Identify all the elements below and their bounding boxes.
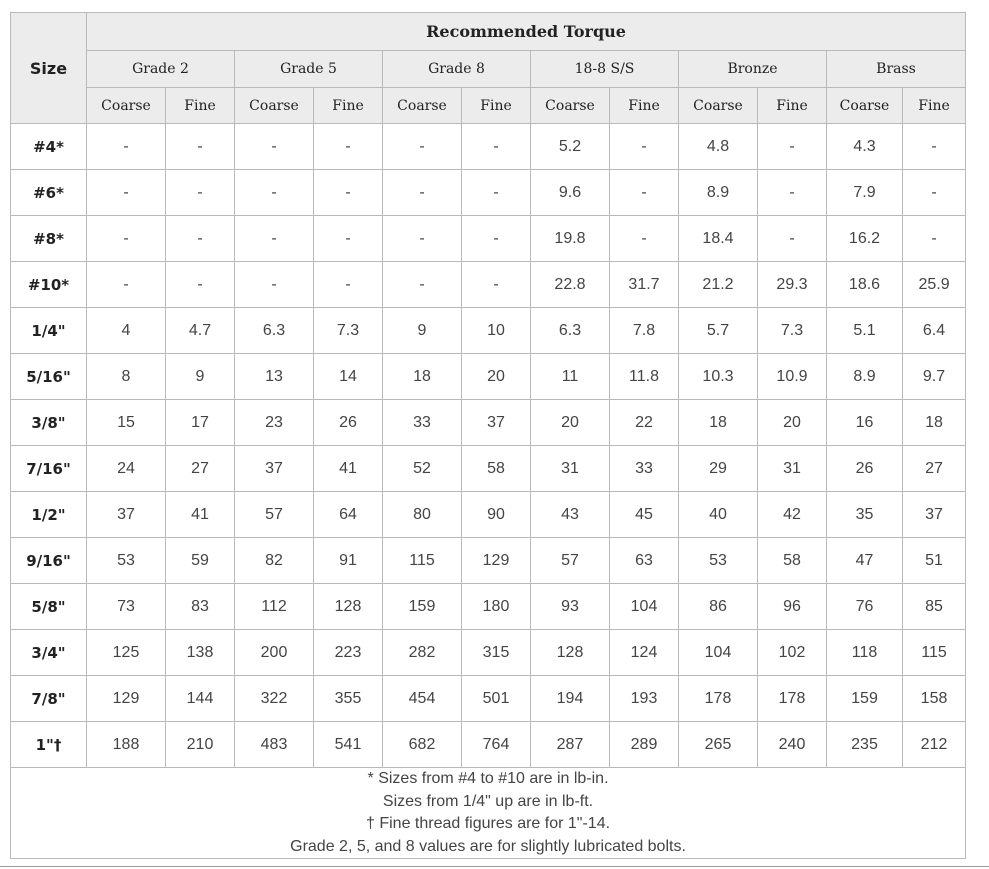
torque-value-cell: 27 xyxy=(166,446,235,492)
table-row xyxy=(11,538,966,584)
torque-value-cell: - xyxy=(166,124,235,170)
torque-value-cell: 11.8 xyxy=(610,354,679,400)
torque-value-cell: 200 xyxy=(235,630,314,676)
recommended-torque-header: Recommended Torque xyxy=(87,13,966,51)
thread-header: Fine xyxy=(610,88,679,124)
footnote-line: * Sizes from #4 to #10 are in lb-in. xyxy=(367,770,609,787)
torque-value-cell: 21.2 xyxy=(679,262,758,308)
torque-value-cell: 10 xyxy=(462,308,531,354)
size-cell: 1/4" xyxy=(11,308,87,354)
torque-value-cell: 178 xyxy=(679,676,758,722)
size-cell: #6* xyxy=(11,170,87,216)
torque-value-cell: 24 xyxy=(87,446,166,492)
torque-value-cell: 35 xyxy=(827,492,903,538)
table-body xyxy=(11,124,966,768)
torque-value-cell: 10.9 xyxy=(758,354,827,400)
torque-value-cell: 282 xyxy=(383,630,462,676)
torque-value-cell: 45 xyxy=(610,492,679,538)
torque-value-cell: 210 xyxy=(166,722,235,768)
torque-value-cell: 287 xyxy=(531,722,610,768)
torque-value-cell: - xyxy=(610,124,679,170)
torque-value-cell: 193 xyxy=(610,676,679,722)
torque-value-cell: 31 xyxy=(758,446,827,492)
torque-value-cell: - xyxy=(383,262,462,308)
torque-value-cell: 37 xyxy=(87,492,166,538)
torque-value-cell: 5.7 xyxy=(679,308,758,354)
torque-value-cell: 91 xyxy=(314,538,383,584)
torque-value-cell: 4.3 xyxy=(827,124,903,170)
size-cell: 7/8" xyxy=(11,676,87,722)
torque-value-cell: - xyxy=(235,262,314,308)
torque-value-cell: 235 xyxy=(827,722,903,768)
torque-value-cell: 41 xyxy=(314,446,383,492)
torque-value-cell: - xyxy=(462,170,531,216)
torque-value-cell: 93 xyxy=(531,584,610,630)
torque-value-cell: 541 xyxy=(314,722,383,768)
torque-value-cell: 483 xyxy=(235,722,314,768)
torque-value-cell: 52 xyxy=(383,446,462,492)
torque-value-cell: 63 xyxy=(610,538,679,584)
torque-value-cell: 7.3 xyxy=(758,308,827,354)
torque-value-cell: - xyxy=(610,216,679,262)
grade-header: Bronze xyxy=(679,51,827,88)
torque-value-cell: 6.4 xyxy=(903,308,966,354)
torque-value-cell: 9.7 xyxy=(903,354,966,400)
torque-value-cell: 17 xyxy=(166,400,235,446)
torque-value-cell: 180 xyxy=(462,584,531,630)
size-cell: 5/8" xyxy=(11,584,87,630)
torque-value-cell: 58 xyxy=(758,538,827,584)
torque-value-cell: 73 xyxy=(87,584,166,630)
table-row xyxy=(11,446,966,492)
torque-value-cell: 144 xyxy=(166,676,235,722)
torque-value-cell: 16.2 xyxy=(827,216,903,262)
torque-value-cell: - xyxy=(758,216,827,262)
torque-value-cell: 9.6 xyxy=(531,170,610,216)
torque-value-cell: 16 xyxy=(827,400,903,446)
torque-table xyxy=(10,12,966,859)
torque-value-cell: 37 xyxy=(235,446,314,492)
torque-value-cell: 20 xyxy=(462,354,531,400)
torque-value-cell: 289 xyxy=(610,722,679,768)
grade-header: 18-8 S/S xyxy=(531,51,679,88)
torque-value-cell: 124 xyxy=(610,630,679,676)
torque-value-cell: 118 xyxy=(827,630,903,676)
grade-header: Brass xyxy=(827,51,966,88)
torque-value-cell: - xyxy=(383,124,462,170)
size-cell: 1"† xyxy=(11,722,87,768)
torque-value-cell: 240 xyxy=(758,722,827,768)
torque-value-cell: 178 xyxy=(758,676,827,722)
torque-value-cell: 18 xyxy=(679,400,758,446)
torque-value-cell: 22.8 xyxy=(531,262,610,308)
thread-header: Coarse xyxy=(235,88,314,124)
torque-value-cell: 18.6 xyxy=(827,262,903,308)
torque-value-cell: 57 xyxy=(531,538,610,584)
torque-value-cell: 128 xyxy=(314,584,383,630)
torque-value-cell: 4.8 xyxy=(679,124,758,170)
size-cell: 3/8" xyxy=(11,400,87,446)
grade-header: Grade 8 xyxy=(383,51,531,88)
table-row xyxy=(11,354,966,400)
thread-header: Fine xyxy=(903,88,966,124)
torque-value-cell: - xyxy=(383,170,462,216)
torque-value-cell: - xyxy=(462,124,531,170)
torque-value-cell: 37 xyxy=(903,492,966,538)
torque-value-cell: 115 xyxy=(383,538,462,584)
torque-value-cell: 129 xyxy=(462,538,531,584)
table-row xyxy=(11,170,966,216)
thread-header-row xyxy=(11,88,966,124)
torque-value-cell: 355 xyxy=(314,676,383,722)
torque-value-cell: 764 xyxy=(462,722,531,768)
torque-value-cell: 31.7 xyxy=(610,262,679,308)
thread-header: Coarse xyxy=(679,88,758,124)
torque-value-cell: - xyxy=(610,170,679,216)
torque-value-cell: 9 xyxy=(383,308,462,354)
torque-value-cell: 212 xyxy=(903,722,966,768)
torque-value-cell: 82 xyxy=(235,538,314,584)
torque-value-cell: 188 xyxy=(87,722,166,768)
torque-value-cell: - xyxy=(462,262,531,308)
bottom-divider xyxy=(0,866,989,867)
size-cell: #8* xyxy=(11,216,87,262)
torque-value-cell: 7.8 xyxy=(610,308,679,354)
torque-value-cell: - xyxy=(903,170,966,216)
torque-value-cell: 13 xyxy=(235,354,314,400)
size-cell: 1/2" xyxy=(11,492,87,538)
torque-value-cell: 4.7 xyxy=(166,308,235,354)
torque-value-cell: 158 xyxy=(903,676,966,722)
torque-value-cell: 5.1 xyxy=(827,308,903,354)
torque-value-cell: 33 xyxy=(383,400,462,446)
torque-value-cell: 83 xyxy=(166,584,235,630)
torque-value-cell: 18.4 xyxy=(679,216,758,262)
torque-value-cell: - xyxy=(314,170,383,216)
torque-value-cell: 29 xyxy=(679,446,758,492)
torque-value-cell: - xyxy=(314,262,383,308)
torque-value-cell: - xyxy=(314,216,383,262)
torque-value-cell: 112 xyxy=(235,584,314,630)
torque-value-cell: 26 xyxy=(827,446,903,492)
torque-value-cell: - xyxy=(903,124,966,170)
torque-value-cell: 27 xyxy=(903,446,966,492)
torque-value-cell: 11 xyxy=(531,354,610,400)
torque-value-cell: - xyxy=(383,216,462,262)
torque-value-cell: - xyxy=(166,170,235,216)
grade-header-row xyxy=(11,51,966,88)
table-row xyxy=(11,630,966,676)
torque-value-cell: - xyxy=(166,262,235,308)
torque-value-cell: - xyxy=(87,124,166,170)
footnote-line: Sizes from 1/4" up are in lb-ft. xyxy=(382,792,594,810)
torque-value-cell: 96 xyxy=(758,584,827,630)
torque-value-cell: 104 xyxy=(610,584,679,630)
torque-value-cell: 76 xyxy=(827,584,903,630)
torque-value-cell: - xyxy=(758,124,827,170)
torque-value-cell: - xyxy=(314,124,383,170)
torque-value-cell: 129 xyxy=(87,676,166,722)
size-cell: 5/16" xyxy=(11,354,87,400)
torque-value-cell: 223 xyxy=(314,630,383,676)
thread-header: Fine xyxy=(314,88,383,124)
torque-value-cell: 7.3 xyxy=(314,308,383,354)
table-row xyxy=(11,676,966,722)
torque-value-cell: 18 xyxy=(383,354,462,400)
torque-value-cell: 14 xyxy=(314,354,383,400)
torque-value-cell: 9 xyxy=(166,354,235,400)
size-column-header: Size xyxy=(11,13,87,124)
torque-value-cell: 128 xyxy=(531,630,610,676)
torque-value-cell: 102 xyxy=(758,630,827,676)
torque-value-cell: 57 xyxy=(235,492,314,538)
torque-value-cell: 37 xyxy=(462,400,531,446)
footnote-line: Grade 2, 5, and 8 values are for slightly lubricated bolts. xyxy=(290,837,686,855)
torque-value-cell: 64 xyxy=(314,492,383,538)
thread-header: Coarse xyxy=(383,88,462,124)
torque-value-cell: 15 xyxy=(87,400,166,446)
footnote-line: † Fine thread figures are for 1"-14. xyxy=(366,815,611,832)
torque-value-cell: - xyxy=(166,216,235,262)
torque-value-cell: 315 xyxy=(462,630,531,676)
grade-header: Grade 2 xyxy=(87,51,235,88)
table-row xyxy=(11,400,966,446)
torque-value-cell: 41 xyxy=(166,492,235,538)
torque-value-cell: 58 xyxy=(462,446,531,492)
torque-value-cell: 194 xyxy=(531,676,610,722)
torque-value-cell: 23 xyxy=(235,400,314,446)
torque-value-cell: 8.9 xyxy=(679,170,758,216)
size-cell: 7/16" xyxy=(11,446,87,492)
size-cell: 9/16" xyxy=(11,538,87,584)
torque-value-cell: 20 xyxy=(531,400,610,446)
torque-value-cell: 47 xyxy=(827,538,903,584)
thread-header: Coarse xyxy=(531,88,610,124)
table-row xyxy=(11,492,966,538)
torque-value-cell: - xyxy=(903,216,966,262)
thread-header: Fine xyxy=(166,88,235,124)
torque-value-cell: 20 xyxy=(758,400,827,446)
torque-value-cell: 53 xyxy=(87,538,166,584)
table-row xyxy=(11,124,966,170)
thread-header: Coarse xyxy=(87,88,166,124)
torque-value-cell: 80 xyxy=(383,492,462,538)
torque-value-cell: 265 xyxy=(679,722,758,768)
torque-value-cell: 90 xyxy=(462,492,531,538)
table-row xyxy=(11,308,966,354)
torque-value-cell: 6.3 xyxy=(235,308,314,354)
torque-value-cell: - xyxy=(758,170,827,216)
torque-value-cell: 33 xyxy=(610,446,679,492)
thread-header: Fine xyxy=(758,88,827,124)
thread-header: Coarse xyxy=(827,88,903,124)
torque-value-cell: - xyxy=(235,124,314,170)
torque-value-cell: 501 xyxy=(462,676,531,722)
torque-value-cell: 31 xyxy=(531,446,610,492)
torque-value-cell: 40 xyxy=(679,492,758,538)
grade-header: Grade 5 xyxy=(235,51,383,88)
torque-value-cell: 43 xyxy=(531,492,610,538)
thread-header: Fine xyxy=(462,88,531,124)
torque-value-cell: 26 xyxy=(314,400,383,446)
torque-value-cell: 682 xyxy=(383,722,462,768)
torque-value-cell: - xyxy=(235,216,314,262)
torque-value-cell: 18 xyxy=(903,400,966,446)
torque-value-cell: 86 xyxy=(679,584,758,630)
table-row xyxy=(11,262,966,308)
torque-value-cell: 5.2 xyxy=(531,124,610,170)
torque-value-cell: 8.9 xyxy=(827,354,903,400)
torque-value-cell: 85 xyxy=(903,584,966,630)
torque-value-cell: 51 xyxy=(903,538,966,584)
torque-value-cell: - xyxy=(87,170,166,216)
torque-value-cell: 22 xyxy=(610,400,679,446)
torque-value-cell: - xyxy=(462,216,531,262)
torque-value-cell: 42 xyxy=(758,492,827,538)
size-cell: #4* xyxy=(11,124,87,170)
torque-value-cell: 115 xyxy=(903,630,966,676)
table-row xyxy=(11,584,966,630)
size-cell: #10* xyxy=(11,262,87,308)
torque-value-cell: 322 xyxy=(235,676,314,722)
table-row xyxy=(11,722,966,768)
torque-value-cell: 8 xyxy=(87,354,166,400)
torque-value-cell: 25.9 xyxy=(903,262,966,308)
torque-value-cell: 7.9 xyxy=(827,170,903,216)
torque-value-cell: 159 xyxy=(827,676,903,722)
torque-value-cell: 29.3 xyxy=(758,262,827,308)
torque-value-cell: 159 xyxy=(383,584,462,630)
torque-value-cell: 138 xyxy=(166,630,235,676)
torque-value-cell: 6.3 xyxy=(531,308,610,354)
torque-table-container xyxy=(10,12,965,859)
torque-value-cell: 10.3 xyxy=(679,354,758,400)
torque-value-cell: 19.8 xyxy=(531,216,610,262)
torque-value-cell: 4 xyxy=(87,308,166,354)
size-cell: 3/4" xyxy=(11,630,87,676)
torque-value-cell: - xyxy=(235,170,314,216)
torque-value-cell: 454 xyxy=(383,676,462,722)
footnotes xyxy=(11,768,966,859)
table-row xyxy=(11,216,966,262)
torque-value-cell: 104 xyxy=(679,630,758,676)
torque-value-cell: 59 xyxy=(166,538,235,584)
torque-value-cell: - xyxy=(87,216,166,262)
torque-value-cell: - xyxy=(87,262,166,308)
torque-value-cell: 125 xyxy=(87,630,166,676)
torque-value-cell: 53 xyxy=(679,538,758,584)
